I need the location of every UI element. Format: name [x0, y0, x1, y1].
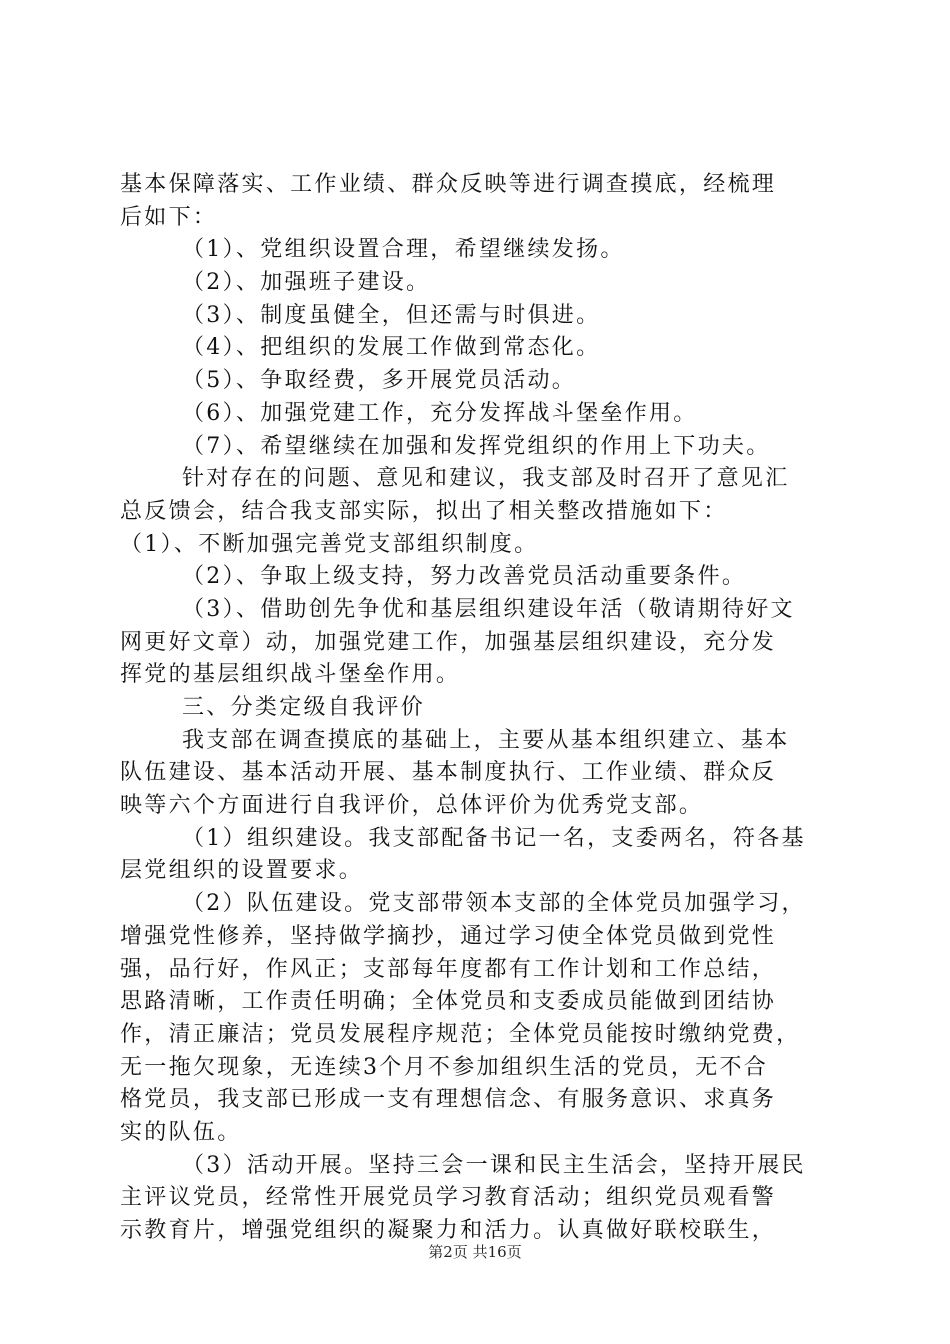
- text-line: 实的队伍。: [120, 1119, 242, 1145]
- body-text: [120, 169, 840, 1248]
- list-item: （2）、争取上级支持，努力改善党员活动重要条件。: [182, 564, 747, 590]
- list-item: （4）、把组织的发展工作做到常态化。: [182, 335, 601, 361]
- text-line: 思路清晰，工作责任明确；全体党员和支委成员能做到团结协: [120, 989, 777, 1015]
- list-item: （1）、不断加强完善党支部组织制度。: [120, 531, 539, 557]
- list-item: （6）、加强党建工作，充分发挥战斗堡垒作用。: [182, 400, 698, 426]
- text-line: 队伍建设、基本活动开展、基本制度执行、工作业绩、群众反: [120, 760, 777, 786]
- text-line: 作，清正廉洁；党员发展程序规范；全体党员能按时缴纳党费，: [120, 1021, 801, 1047]
- list-item: （1）组织建设。我支部配备书记一名，支委两名，符各基: [182, 825, 806, 851]
- text-line: 后如下：: [120, 204, 218, 230]
- text-line: 层党组织的设置要求。: [120, 858, 364, 884]
- text-line: 增强党性修养，坚持做学摘抄，通过学习使全体党员做到党性: [120, 923, 777, 949]
- section-heading: 三、分类定级自我评价: [182, 695, 426, 720]
- text-line: 映等六个方面进行自我评价，总体评价为优秀党支部。: [120, 793, 704, 819]
- list-item: （3）、制度虽健全，但还需与时俱进。: [182, 302, 601, 328]
- text-line: 基本保障落实、工作业绩、群众反映等进行调查摸底，经梳理: [120, 172, 777, 197]
- list-item: （3）活动开展。坚持三会一课和民主生活会，坚持开展民: [182, 1152, 806, 1178]
- text-line: 网更好文章）动，加强党建工作，加强基层组织建设，充分发: [120, 629, 777, 655]
- text-line: 格党员，我支部已形成一支有理想信念、有服务意识、求真务: [120, 1087, 777, 1113]
- text-line: 无一拖欠现象，无连续3个月不参加组织生活的党员，无不合: [120, 1054, 769, 1080]
- list-item: （7）、希望继续在加强和发挥党组织的作用上下功夫。: [182, 433, 771, 459]
- text-line: 主评议党员，经常性开展党员学习教育活动；组织党员观看警: [120, 1185, 777, 1211]
- page-number-footer: 第2页 共16页: [428, 1243, 522, 1261]
- list-item: （2）、加强班子建设。: [182, 270, 431, 296]
- text-line: 强，品行好，作风正；支部每年度都有工作计划和工作总结，: [120, 956, 777, 982]
- list-item: （1）、党组织设置合理，希望继续发扬。: [182, 237, 625, 263]
- text-line: 挥党的基层组织战斗堡垒作用。: [120, 662, 461, 688]
- text-line: 总反馈会，结合我支部实际，拟出了相关整改措施如下：: [120, 498, 728, 524]
- list-item: （3）、借助创先争优和基层组织建设年活（敬请期待好文: [182, 596, 795, 622]
- text-line: 我支部在调查摸底的基础上，主要从基本组织建立、基本: [182, 727, 790, 753]
- list-item: （5）、争取经费，多开展党员活动。: [182, 368, 577, 394]
- text-line: 针对存在的问题、意见和建议，我支部及时召开了意见汇: [182, 466, 790, 492]
- list-item: （2）队伍建设。党支部带领本支部的全体党员加强学习，: [182, 891, 806, 917]
- text-line: 示教育片，增强党组织的凝聚力和活力。认真做好联校联生，: [120, 1218, 777, 1243]
